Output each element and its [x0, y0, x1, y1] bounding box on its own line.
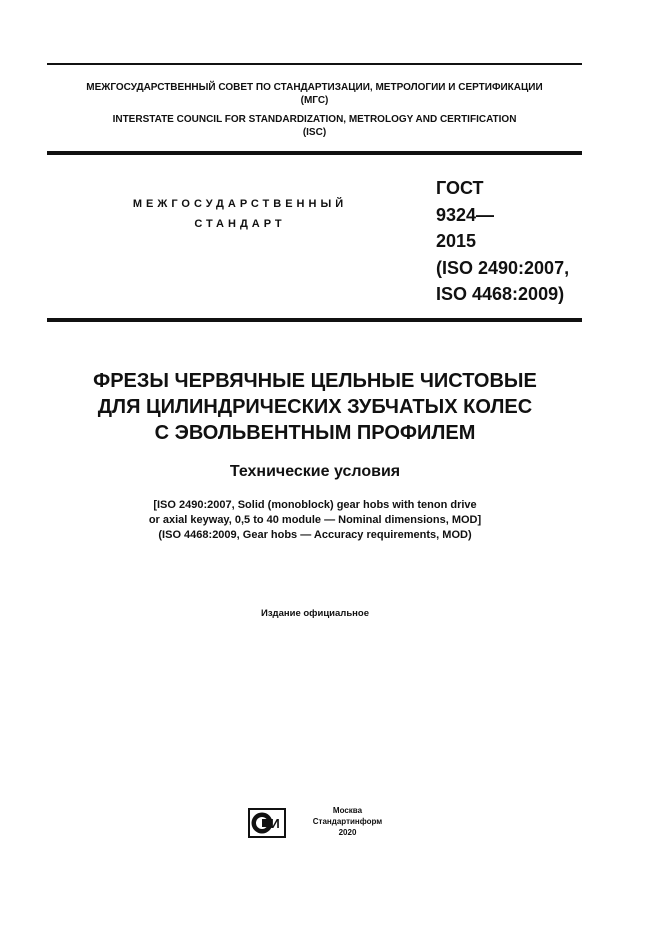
- top-rule: [47, 63, 582, 65]
- document-title: [40, 368, 590, 446]
- title-line2: ДЛЯ ЦИЛИНДРИЧЕСКИХ ЗУБЧАТЫХ КОЛЕС: [97, 396, 533, 418]
- designation-line4: (ISO 2490:2007,: [436, 257, 570, 278]
- designation-line3: 2015: [436, 231, 477, 251]
- iso-ref-line3: (ISO 4468:2009, Gear hobs — Accuracy requirements, MOD): [158, 529, 472, 541]
- council-ru-line1: МЕЖГОСУДАРСТВЕННЫЙ СОВЕТ ПО СТАНДАРТИЗАЦИИ, МЕТРОЛОГИИ И СЕРТИФИКАЦИИ: [86, 82, 543, 93]
- iso-ref-line2: or axial keyway, 0,5 to 40 module — Nominal dimensions, MOD]: [148, 514, 482, 526]
- designation-rule: [47, 318, 582, 322]
- council-ru-abbr: (МГС): [300, 95, 329, 106]
- designation-line2: 9324—: [436, 204, 495, 225]
- council-ru-name: [47, 81, 582, 107]
- council-rule: [47, 151, 582, 155]
- standard-kind: [100, 194, 380, 234]
- publisher-city: Москва: [332, 806, 363, 815]
- designation-line1: ГОСТ: [436, 178, 484, 198]
- document-subtitle: Технические условия: [229, 463, 401, 480]
- standard-kind-line2: СТАНДАРТ: [194, 218, 286, 230]
- publisher-name: Стандартинформ: [312, 817, 383, 826]
- publisher-imprint: [300, 805, 395, 838]
- logo-letters: И: [270, 816, 280, 831]
- designation-line5: ISO 4468:2009): [436, 284, 565, 304]
- publisher-year: 2020: [338, 828, 357, 837]
- title-line3: С ЭВОЛЬВЕНТНЫМ ПРОФИЛЕМ: [154, 422, 476, 444]
- iso-references: [40, 498, 590, 543]
- iso-ref-line1: [ISO 2490:2007, Solid (monoblock) gear hobs with tenon drive: [153, 499, 477, 511]
- title-line1: ФРЕЗЫ ЧЕРВЯЧНЫЕ ЦЕЛЬНЫЕ ЧИСТОВЫЕ: [93, 370, 537, 392]
- standartinform-logo-icon: [248, 808, 286, 838]
- edition-label: Издание официальное: [261, 608, 369, 619]
- council-en-line1: INTERSTATE COUNCIL FOR STANDARDIZATION, METROLOGY AND CERTIFICATION: [112, 114, 517, 125]
- standard-designation: [436, 175, 596, 308]
- standard-kind-line1: МЕЖГОСУДАРСТВЕННЫЙ: [132, 198, 348, 210]
- council-en-name: [47, 113, 582, 139]
- council-en-abbr: (ISC): [302, 127, 327, 138]
